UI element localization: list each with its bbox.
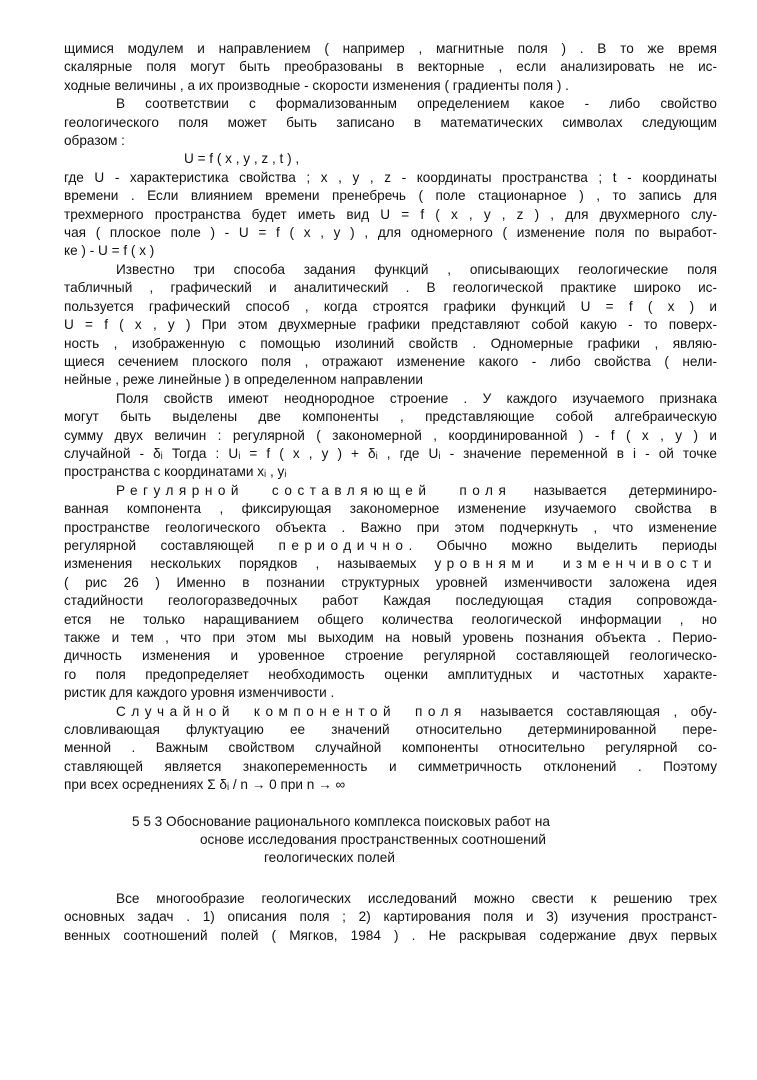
text-line: образом : <box>64 133 125 149</box>
text-line <box>64 703 717 721</box>
text-line: менной . Важным свойством случайной компоненты относительно регулярной со- <box>64 740 717 756</box>
paragraph-intro <box>64 40 717 95</box>
text-line: сумму двух величин : регулярной ( закономерной , координированной ) - f ( x , y ) и <box>64 427 717 443</box>
paragraph-formal-definition <box>64 95 717 169</box>
text-line <box>64 537 717 555</box>
text-line: го поля предопределяет необходимость оценки амплитудных и частотных характе- <box>64 666 717 682</box>
text-line: U = f ( x , y ) При этом двухмерные графики представляют собой какую - то поверх- <box>64 317 717 333</box>
text-line: ходные величины , а их производные - скорости изменения ( градиенты поля ) . <box>64 77 569 93</box>
text-line: табличный , графический и аналитический . В геологической практике широко ис- <box>64 280 717 296</box>
text-line: Известно три способа задания функций , описывающих геологические поля <box>116 261 717 277</box>
paragraph-regular-component <box>64 482 717 703</box>
heading-line: 5 5 3 Обоснование рационального комплекса поисковых работ на <box>132 813 550 829</box>
text-line: Все многообразие геологических исследований можно свести к решению трех <box>116 890 717 906</box>
text-fragment: изменения нескольких порядков , называемых <box>64 556 435 572</box>
paragraph-structure <box>64 390 717 482</box>
text-line: ставляющей является знакопеременность и симметричность отклонений . Поэтому <box>64 758 717 774</box>
text-fragment: . Обычно можно выделить периоды <box>408 537 718 553</box>
text-line: также и тем , что при этом мы выходим на новый уровень познания объекта . Перио- <box>64 630 717 645</box>
text-line: В соответствии с формализованным определением какое - либо свойство <box>116 96 717 112</box>
text-line <box>64 555 717 573</box>
text-line <box>64 482 717 500</box>
text-line: скалярные поля могут быть преобразованы в векторные , если анализировать не ис- <box>64 59 717 75</box>
text-line: времени . Если влиянием времени пренебречь ( поле стационарное ) , то запись для <box>64 188 717 204</box>
text-line: Поля свойств имеют неоднородное строение . У каждого изучаемого признака <box>116 390 717 406</box>
text-fragment: регулярной составляющей <box>64 537 279 553</box>
text-line: щимися модулем и направлением ( например , магнитные поля ) . В то же время <box>64 41 717 56</box>
text-line: ванная компонента , фиксирующая закономерное изменение изучаемого свойства в <box>64 501 717 517</box>
text-line: ( рис 26 ) Именно в познании структурных уровней изменчивости заложена идея <box>64 574 717 590</box>
text-line: нейные , реже линейные ) в определенном направлении <box>64 372 423 388</box>
text-line: пространства с координатами xᵢ , yᵢ <box>64 464 287 480</box>
spaced-term: Случайной компонентой поля <box>116 703 467 719</box>
heading-line: геологических полей <box>264 850 395 866</box>
text-line: трехмерного пространства будет иметь вид U = f ( x , y , z ) , для двухмерного слу- <box>64 206 717 222</box>
heading-line: основе исследования пространственных соотношений <box>200 832 546 848</box>
text-line: случайной - δᵢ Тогда : Uᵢ = f ( x , y ) + δᵢ , где Uᵢ - значение переменной в i - ой точке <box>64 445 717 461</box>
text-line: ность , изображенную с помощью изолиний свойств . Одномерные графики , являю- <box>64 335 717 351</box>
text-line: ристик для каждого уровня изменчивости . <box>64 685 335 701</box>
text-line: пространстве геологического объекта . Важно при этом подчеркнуть , что изменение <box>64 519 717 535</box>
text-line: стадийности геологоразведочных работ Каждая последующая стадия сопровожда- <box>64 593 717 609</box>
text-fragment: называется детерминиро- <box>511 482 717 498</box>
text-line: ке ) - U = f ( x ) <box>64 243 155 259</box>
text-line: чая ( плоское поле ) - U = f ( x , y ) , для одномерного ( изменение поля по выработ- <box>64 225 717 241</box>
text-line: ется не только наращиванием общего количества геологической информации , но <box>64 611 717 627</box>
text-line: словливающая флуктуацию ее значений относительно детерминированной пере- <box>64 722 717 738</box>
text-line: щиеся сечением плоского поля , отражают изменение какого - либо свойства ( нели- <box>64 353 717 369</box>
text-line: могут быть выделены две компоненты , представляющие собой алгебраическую <box>64 409 717 425</box>
spaced-term: Регулярной составляющей поля <box>116 482 512 498</box>
section-heading <box>64 813 717 868</box>
text-line: дичность изменения и уровенное строение регулярной составляющей геологическо- <box>64 648 717 664</box>
spaced-term: периодично <box>278 537 409 553</box>
paragraph-methods <box>64 261 717 390</box>
paragraph-random-component <box>64 703 717 795</box>
paragraph-where <box>64 169 717 261</box>
text-fragment: называется составляющая , обу- <box>466 703 718 719</box>
text-line: венных соотношений полей ( Мягков, 1984 ) . Не раскрывая содержание двух первых <box>64 927 717 943</box>
text-line: при всех осреднениях Σ δᵢ / n → 0 при n → ∞ <box>64 777 346 793</box>
text-line: пользуется графический способ , когда строятся графики функций U = f ( x ) и <box>64 298 717 314</box>
formula: U = f ( x , y , z , t ) , <box>184 151 300 167</box>
text-line: геологического поля может быть записано в математических символах следующим <box>64 114 717 130</box>
text-line: основных задач . 1) описания поля ; 2) картирования поля и 3) изучения пространст- <box>64 909 717 925</box>
spaced-term: уровнями изменчивости <box>434 556 717 572</box>
text-line: где U - характеристика свойства ; x , y , z - координаты пространства ; t - координаты <box>64 169 717 185</box>
paragraph-final <box>64 890 717 945</box>
